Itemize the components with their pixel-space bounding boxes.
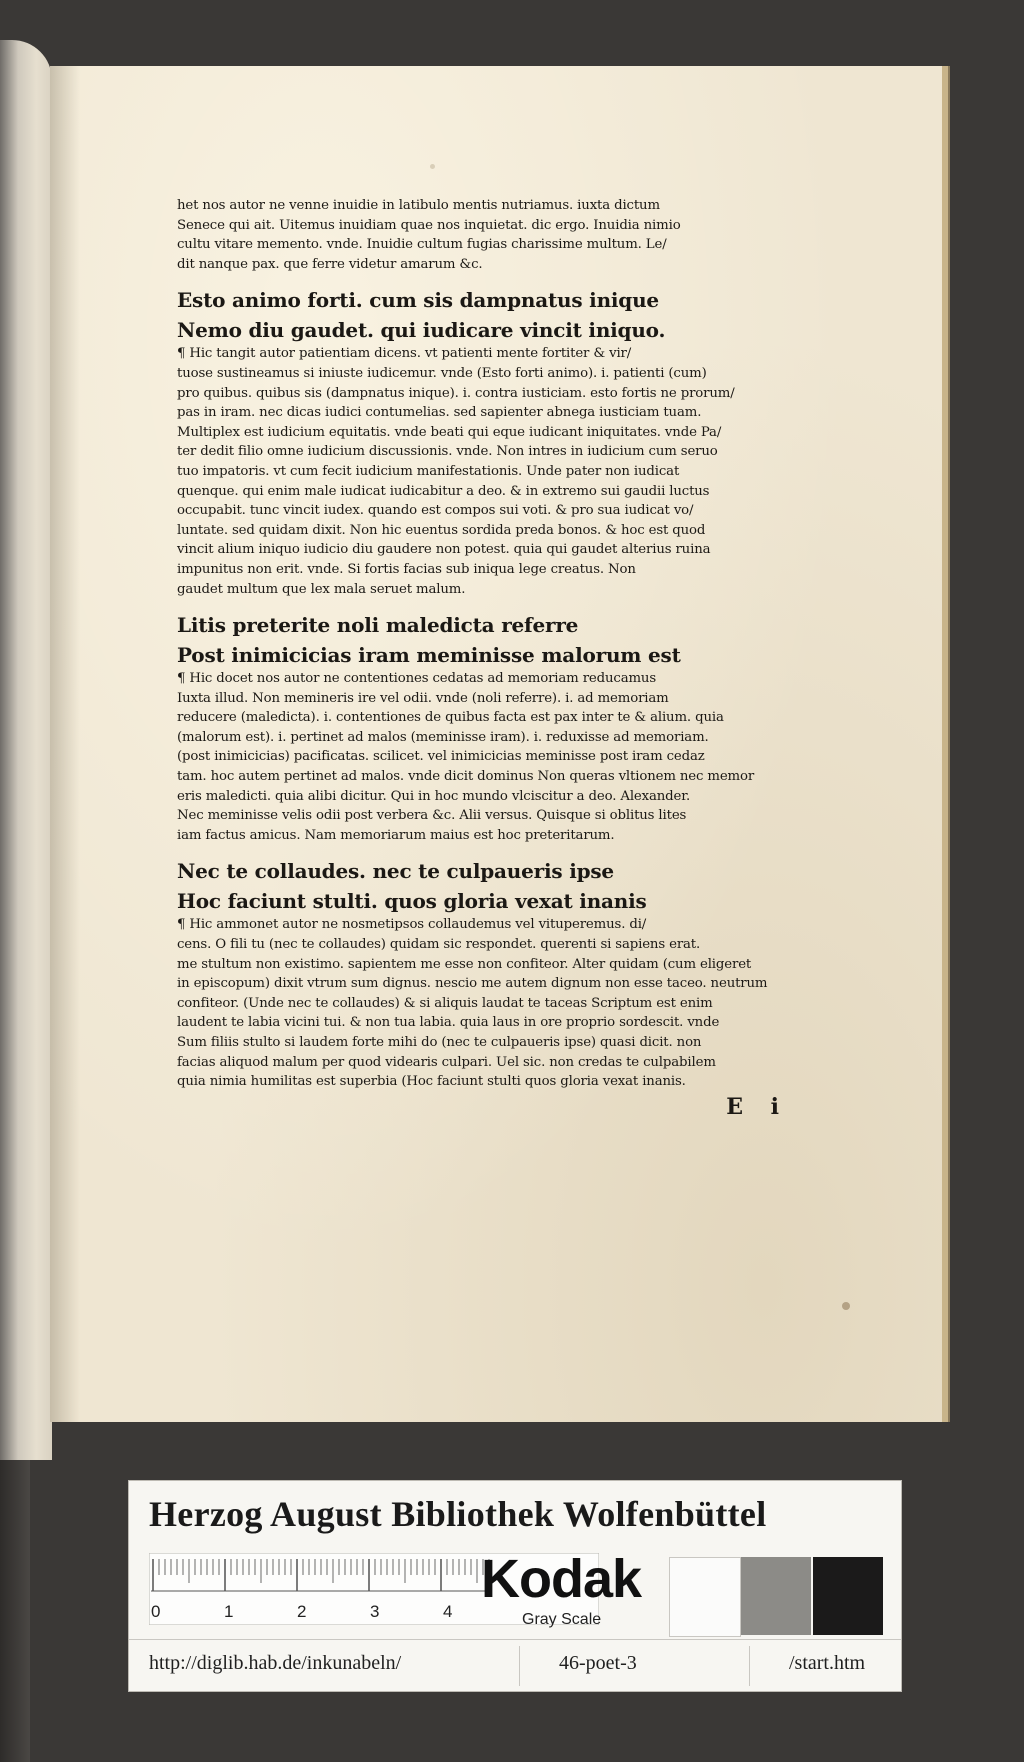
commentary-paragraph bbox=[177, 669, 807, 845]
text-line: pro quibus. quibus sis (dampnatus inique). i. contra iusticiam. esto fortis ne prorum/ bbox=[177, 385, 735, 401]
text-line: in episcopum) dixit vtrum sum dignus. nescio me autem dignum non esse taceo. neutrum bbox=[177, 976, 768, 992]
book-page bbox=[50, 66, 948, 1422]
text-line: eris maledicti. quia alibi dicitur. Qui in hoc mundo vlciscitur a deo. Alexander. bbox=[177, 788, 691, 804]
text-line: cultu vitare memento. vnde. Inuidie cultum fugias charissime multum. Le/ bbox=[177, 237, 667, 253]
text-line: iam factus amicus. Nam memoriarum maius est hoc preteritarum. bbox=[177, 827, 615, 843]
verse-line: Litis preterite noli maledicta referre bbox=[177, 613, 579, 638]
text-line: het nos autor ne venne inuidie in latibulo mentis nutriamus. iuxta dictum bbox=[177, 198, 660, 213]
text-line: Multiplex est iudicium equitatis. vnde beati qui eque iudicant iniquitates. vnde Pa/ bbox=[177, 424, 722, 440]
info-divider bbox=[519, 1646, 520, 1686]
signature-mark: E i bbox=[726, 1093, 789, 1120]
digital-library-url: http://diglib.hab.de/inkunabeln/ bbox=[149, 1652, 402, 1674]
text-line: quia nimia humilitas est superbia (Hoc faciunt stulti quos gloria vexat inanis. bbox=[177, 1074, 686, 1090]
paper-stain bbox=[842, 1302, 850, 1310]
commentary-paragraph bbox=[177, 344, 807, 599]
text-line: occupabit. tunc vincit iudex. quando est compos sui voti. & pro sua iudicat vo/ bbox=[177, 503, 694, 519]
commentary-paragraph bbox=[177, 915, 807, 1091]
text-line: Nec meminisse velis odii post verbera &c. Alii versus. Quisque si oblitus lites bbox=[177, 808, 687, 824]
verse-line: Nemo diu gaudet. qui iudicare vincit iniquo. bbox=[177, 318, 666, 343]
info-divider bbox=[749, 1646, 750, 1686]
previous-page-edge bbox=[0, 40, 52, 1460]
commentary-paragraph bbox=[177, 196, 807, 274]
text-line: vincit alium iniquo iudicio diu gaudere non potest. quia qui gaudet alterius ruina bbox=[177, 542, 711, 558]
shelfmark: 46-poet-3 bbox=[559, 1652, 637, 1674]
text-line: reducere (maledicta). i. contentiones de quibus facta est pax inter te & alium. quia bbox=[177, 710, 724, 726]
ruler-number: 4 bbox=[443, 1602, 453, 1621]
verse-section bbox=[177, 857, 807, 1091]
text-line: gaudet multum que lex mala seruet malum. bbox=[177, 581, 466, 597]
text-line: (post inimicicias) pacificatas. scilicet. vel inimicicias meminisse post iram cedaz bbox=[177, 749, 705, 765]
text-line: (malorum est). i. pertinet ad malos (meminisse iram). i. reduxisse ad memoriam. bbox=[177, 729, 709, 745]
text-line: tuo impatoris. vt cum fecit iudicium manifestationis. Unde pater non iudicat bbox=[177, 463, 680, 479]
text-line: ¶ Hic tangit autor patientiam dicens. vt patienti mente fortiter & vir/ bbox=[177, 346, 632, 362]
start-page-path: /start.htm bbox=[789, 1652, 866, 1674]
text-line: ter dedit filio omne iudicium discussionis. vnde. Non intres in iudicium cum seruo bbox=[177, 444, 718, 460]
ruler-number: 3 bbox=[370, 1602, 380, 1621]
text-line: cens. O fili tu (nec te collaudes) quidam sic respondet. querenti si sapiens erat. bbox=[177, 937, 701, 953]
page-gutter-shadow bbox=[50, 66, 80, 1422]
grayscale-label: Gray Scale bbox=[522, 1611, 602, 1628]
text-line: Sum filiis stulto si laudem forte mihi do (nec te culpaueris ipse) quasi dicit. non bbox=[177, 1035, 702, 1050]
scanner-bed-edge bbox=[0, 1460, 30, 1762]
institution-name: Herzog August Bibliothek Wolfenbüttel bbox=[149, 1494, 767, 1534]
text-line: Iuxta illud. Non memineris ire vel odii. vnde (noli referre). i. ad memoriam bbox=[177, 690, 669, 706]
text-line: tuose sustineamus si iniuste iudicemur. vnde (Esto forti animo). i. patienti (cum) bbox=[177, 365, 707, 381]
verse-line: Hoc faciunt stulti. quos gloria vexat inanis bbox=[177, 889, 647, 914]
text-line: quenque. qui enim male iudicat iudicabitur a deo. & in extremo sui gaudii luctus bbox=[177, 483, 710, 499]
text-line: ¶ Hic docet nos autor ne contentiones cedatas ad memoriam reducamus bbox=[177, 671, 657, 687]
white-swatch bbox=[669, 1557, 741, 1637]
ruler-number: 0 bbox=[151, 1602, 161, 1621]
verse-line: Esto animo forti. cum sis dampnatus inique bbox=[177, 288, 659, 313]
text-line: tam. hoc autem pertinet ad malos. vnde dicit dominus Non queras vltionem nec memor bbox=[177, 769, 755, 785]
text-line: luntate. sed quidam dixit. Non hic euentus sordida preda bonos. & hoc est quod bbox=[177, 522, 706, 538]
text-line: ¶ Hic ammonet autor ne nosmetipsos collaudemus vel vituperemus. di/ bbox=[177, 917, 647, 933]
text-line: laudent te labia vicini tui. & non tua labia. quia laus in ore proprio sordescit. vnde bbox=[177, 1015, 720, 1031]
ruler-number: 2 bbox=[297, 1602, 307, 1621]
color-target-card bbox=[128, 1480, 902, 1692]
ruler-number: 1 bbox=[224, 1602, 234, 1621]
text-line: me stultum non existimo. sapientem me esse non confiteor. Alter quidam (cum eligeret bbox=[177, 956, 752, 972]
card-info-row bbox=[129, 1639, 901, 1692]
text-line: pas in iram. nec dicas iudici contumelias. sed sapienter abnega iusticiam tuam. bbox=[177, 405, 702, 421]
paper-stain bbox=[430, 164, 435, 169]
black-swatch bbox=[813, 1557, 883, 1635]
text-line: confiteor. (Unde nec te collaudes) & si aliquis laudat te taceas Scriptum est enim bbox=[177, 995, 713, 1011]
verse-line: Post inimicicias iram meminisse malorum est bbox=[177, 643, 681, 668]
verse-section bbox=[177, 611, 807, 845]
text-line: dit nanque pax. que ferre videtur amarum &c. bbox=[177, 256, 483, 272]
kodak-logo: Kodak bbox=[481, 1549, 642, 1609]
text-line: impunitus non erit. vnde. Si fortis facias sub iniqua lege creatus. Non bbox=[177, 561, 636, 577]
gray-swatch bbox=[741, 1557, 811, 1635]
text-line: Senece qui ait. Uitemus inuidiam quae nos inquietat. dic ergo. Inuidia nimio bbox=[177, 217, 681, 233]
verse-section bbox=[177, 286, 807, 599]
page-text-block bbox=[177, 196, 807, 1120]
verse-line: Nec te collaudes. nec te culpaueris ipse bbox=[177, 859, 614, 884]
text-line: facias aliquod malum per quod videaris culpari. Uel sic. non credas te culpabilem bbox=[177, 1054, 716, 1070]
